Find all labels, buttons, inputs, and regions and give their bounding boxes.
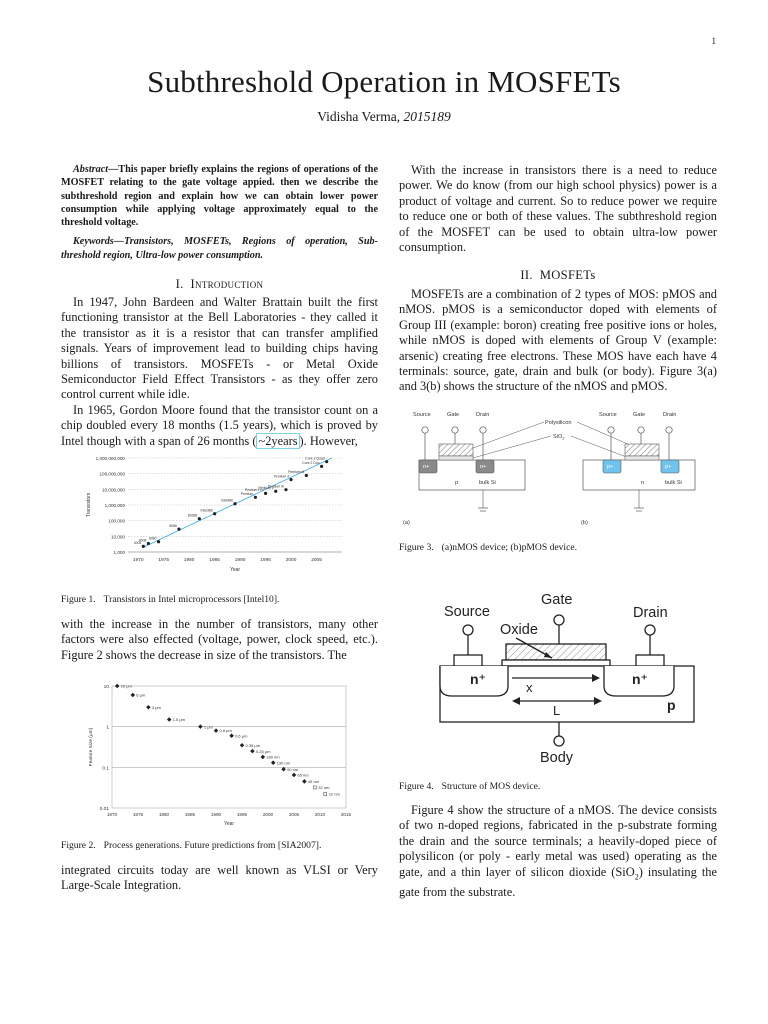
- fig2-point-label: 32 nm: [318, 785, 330, 791]
- fig3b-gate-oxide: [625, 456, 659, 460]
- fig2-y-tick: 0.01: [99, 807, 109, 812]
- fig1-y-tick: 100,000: [108, 518, 125, 524]
- mosfet-paragraph-1: MOSFETs are a combination of 2 types of MOS: pMOS and nMOS. pMOS is a semiconductor doped with elements of Group III (example: boron) creating free positive ions or holes, while nMOS is doped with elements of Group V (example: arsenic) creating free electrons. These MOS have each have 4 terminals: source, gate, drain and bulk (or body). Figure 3(a) and 3(b) shows the structure of the nMOS and pMOS.: [399, 287, 717, 394]
- page-number: 1: [711, 36, 716, 46]
- fig1-y-tick: 1,000,000,000: [95, 456, 125, 461]
- keywords-label: Keywords: [73, 236, 114, 248]
- fig2-data-point: [271, 760, 276, 765]
- figure-4-caption-label: Figure 4.: [399, 781, 434, 792]
- intro-p2-end: ). However,: [299, 433, 358, 448]
- fig4-drain-terminal: [645, 625, 655, 635]
- figure-3-caption-text: (a)nMOS device; (b)pMOS device.: [441, 542, 577, 553]
- fig2-plot-frame: [112, 683, 346, 808]
- fig2-x-tick: 1995: [236, 812, 248, 817]
- fig2-x-label: Year: [223, 821, 235, 827]
- nmos-paragraph: [399, 803, 717, 900]
- figure-2-caption-text: Process generations. Future predictions from [SIA2007].: [103, 840, 322, 851]
- fig3b-label: (b): [581, 520, 588, 526]
- fig1-y-tick: 1,000: [113, 550, 125, 555]
- figure-1-chart: [80, 452, 355, 580]
- fig1-point-label: 80286: [187, 513, 198, 518]
- fig1-x-tick: 1980: [183, 558, 195, 563]
- fig2-x-tick: 1975: [132, 812, 144, 817]
- fig3a-gate-terminal: [452, 427, 458, 433]
- intro-paragraph-1: In 1947, John Bardeen and Walter Brattain built the first functioning transistor at the Bell Laboratories - they called it the transistor as it is a resistor that can transfer amplified signals. Years of improvement lead to building chips having billions of transistors. MOSFETs - or Metal Oxide Semiconductor Field Effect Transistors - as they offer zero control current while idle.: [61, 295, 378, 402]
- fig1-data-point: [320, 465, 323, 468]
- fig4-source-label: Source: [444, 604, 490, 620]
- fig2-point-label: 22 nm: [328, 791, 340, 797]
- fig3a-source-label: Source: [413, 412, 431, 418]
- fig2-point-label: 65 nm: [297, 772, 309, 778]
- figure-3-diagram: [399, 408, 719, 532]
- fig2-data-point: [281, 767, 286, 772]
- fig3a-drain-label: Drain: [476, 412, 490, 418]
- intro-paragraph-3: with the increase in the number of transistors, many other factors were also effected (voltage, power, clock speed, etc.). Figure 2 shows the decrease in size of the transistors. The: [61, 617, 378, 662]
- fig2-point-label: 10 μm: [120, 683, 132, 689]
- fig4-body-label: Body: [540, 750, 574, 766]
- fig1-data-point: [142, 545, 145, 548]
- fig1-point-label: 8086: [169, 523, 177, 528]
- fig4-gate-terminal: [554, 615, 564, 625]
- page-title: Subthreshold Operation in MOSFETs: [147, 64, 621, 99]
- fig3b-n-label: n: [641, 480, 645, 486]
- fig2-data-point: [302, 779, 307, 784]
- fig3b-gate-poly: [625, 444, 659, 456]
- fig1-y-tick: 10,000,000: [102, 487, 125, 493]
- fig4-p-label: p: [667, 697, 676, 713]
- fig2-x-tick: 2010: [314, 812, 326, 817]
- fig1-data-point: [177, 527, 180, 530]
- fig1-x-tick: 2005: [311, 558, 322, 563]
- fig1-data-point: [147, 542, 150, 545]
- fig1-point-label: Pentium III: [267, 484, 284, 489]
- section-numeral: II.: [520, 268, 533, 282]
- fig1-point-label: 4004: [133, 541, 142, 546]
- fig2-data-point: [167, 717, 172, 722]
- citation-link[interactable]: ~2years: [258, 433, 298, 448]
- fig2-data-point: [250, 749, 255, 754]
- abstract-block: [61, 163, 378, 262]
- fig1-data-point: [264, 492, 267, 495]
- fig2-point-label: 1.5 μm: [172, 717, 186, 723]
- fig2-point-label: 45 nm: [307, 779, 320, 785]
- fig1-data-point: [157, 540, 160, 543]
- fig1-point-label: Core 2 Quad: [305, 456, 325, 461]
- fig4-x-label: x: [526, 680, 533, 695]
- fig3a-p-label: p: [455, 480, 459, 486]
- section-heading-introduction: [61, 277, 378, 292]
- intro-paragraph-4: integrated circuits today are well known as VLSI or Very Large-Scale Integration.: [61, 863, 378, 893]
- fig3b-pplus-right: p+: [665, 464, 672, 470]
- fig3b-pplus-left: p+: [607, 464, 614, 470]
- intro-text-end: [61, 863, 378, 894]
- fig2-x-tick: 1980: [158, 812, 170, 817]
- fig2-point-label: 0.8 μm: [219, 728, 232, 734]
- fig2-point-label: 130 nm: [276, 760, 291, 766]
- fig2-point-label: 0.35 μm: [245, 742, 261, 748]
- fig3b-drain-label: Drain: [663, 412, 677, 418]
- fig4-l-label: L: [553, 703, 561, 718]
- fig1-point-label: Pentium 4: [273, 474, 290, 479]
- figure-2-caption-label: Figure 2.: [61, 840, 96, 851]
- abstract-paragraph: [61, 163, 378, 229]
- fig2-point-label: 0.6 μm: [235, 733, 248, 739]
- figure-1-caption-label: Figure 1.: [61, 594, 96, 605]
- fig2-y-tick: 1: [106, 725, 109, 731]
- fig4-body-terminal: [554, 736, 564, 746]
- figure-2-caption: [61, 840, 378, 852]
- figure-1-caption: [61, 594, 378, 606]
- fig1-point-label: Pentium II: [258, 486, 274, 491]
- fig1-data-point: [233, 502, 236, 505]
- fig3b-gate-label: Gate: [633, 412, 646, 418]
- keywords-paragraph: [61, 235, 378, 262]
- figure-4-diagram: [418, 586, 710, 772]
- abstract-label: Abstract: [73, 164, 109, 175]
- fig1-x-tick: 1985: [209, 558, 220, 563]
- fig1-point-label: Intel386: [200, 508, 213, 513]
- fig4-drain-label: Drain: [633, 605, 668, 621]
- fig3a-drain-terminal: [480, 427, 486, 433]
- fig2-x-tick: 2000: [262, 812, 274, 817]
- figure-2-chart: [84, 678, 354, 830]
- fig3a-gate-poly: [439, 444, 473, 456]
- fig2-data-point: [261, 755, 266, 760]
- fig2-data-point: [229, 733, 234, 738]
- nmos-p-end: ) insulating the gate from the substrate.: [399, 864, 717, 899]
- fig1-y-tick: 1,000,000: [104, 503, 125, 508]
- fig3b-gate-terminal: [638, 427, 644, 433]
- fig3-polysilicon-label: Polysilicon: [545, 420, 572, 426]
- fig2-data-point: [292, 773, 297, 778]
- fig1-data-point: [305, 474, 308, 477]
- fig4-source-terminal: [463, 625, 473, 635]
- fig4-nplus-right: n⁺: [632, 671, 648, 687]
- fig1-point-label: Pentium Pro: [244, 488, 264, 493]
- power-paragraph: With the increase in transistors there is a need to reduce power. We do know (from our high school physics) power is a product of voltage and current. So to reduce power we require to reduce one or both of these values. The subthreshold region of the MOSFET can be used to obtain ultra-low power consumption.: [399, 163, 717, 255]
- fig1-point-label: Intel486: [220, 498, 233, 503]
- fig2-data-point: [115, 684, 120, 689]
- fig3a-nplus-left: n+: [423, 464, 430, 470]
- figure-3-caption-label: Figure 3.: [399, 542, 434, 553]
- fig1-data-point: [289, 478, 292, 481]
- fig2-y-tick: 0.1: [102, 766, 109, 772]
- fig2-data-point: [240, 743, 245, 748]
- fig1-point-label: Pentium: [240, 492, 254, 497]
- fig1-point-label: Core 2 Duo: [302, 461, 320, 466]
- fig2-point-label: 90 nm: [287, 766, 299, 772]
- fig2-x-tick: 2015: [340, 812, 352, 817]
- fig2-data-point: [146, 705, 151, 710]
- fig1-point-label: 8080: [149, 536, 157, 541]
- fig2-point-label: 6 μm: [136, 692, 146, 698]
- fig3-sio2-text: SiO: [553, 434, 563, 440]
- figure-1-caption-text: Transistors in Intel microprocessors [Intel10].: [103, 594, 280, 605]
- fig1-x-tick: 1970: [132, 558, 144, 563]
- nmos-description: [399, 803, 717, 900]
- fig1-x-tick: 2000: [285, 558, 297, 563]
- figure-4-caption: [399, 781, 717, 793]
- fig1-point-label: 8008: [138, 538, 147, 543]
- section-title: MOSFETs: [539, 268, 596, 282]
- fig3a-bulk-label: bulk Si: [479, 480, 496, 486]
- fig2-x-tick: 2005: [288, 812, 300, 817]
- keywords-text: —Transistors, MOSFETs, Regions of operation, Sub-threshold region, Ultra-low power consumption.: [61, 236, 378, 261]
- fig1-data-point: [284, 488, 287, 491]
- fig3a-gate-oxide: [439, 456, 473, 460]
- fig1-data-point: [325, 460, 328, 463]
- fig2-future-point: [313, 786, 316, 789]
- fig2-x-tick: 1985: [184, 812, 196, 817]
- fig4-oxide-label: Oxide: [500, 622, 538, 638]
- fig2-x-tick: 1990: [210, 812, 222, 817]
- fig3a-nplus-right: n+: [480, 464, 487, 470]
- fig2-point-label: 0.25 μm: [255, 748, 271, 754]
- fig2-point-label: 1 μm: [203, 724, 213, 730]
- fig4-gate-oxide: [502, 660, 610, 666]
- fig4-gate-label: Gate: [541, 592, 573, 608]
- fig1-x-tick: 1990: [234, 558, 246, 563]
- intro-p2-start: In 1965, Gordon Moore found that the transistor count on a chip doubled every 18 months (1.5 years), which is proved by Intel though with a span of 26 months (: [61, 402, 378, 448]
- fig3a-source-terminal: [422, 427, 428, 433]
- fig3a-label: (a): [403, 520, 410, 526]
- intro-text: [61, 295, 378, 449]
- fig1-data-point: [274, 490, 277, 493]
- fig2-future-point: [324, 793, 327, 796]
- fig2-data-point: [214, 728, 219, 733]
- mosfet-text: [399, 287, 717, 395]
- fig4-gate-poly: [506, 644, 606, 660]
- fig1-x-tick: 1995: [260, 558, 271, 563]
- fig1-y-tick: 10,000: [110, 534, 125, 540]
- fig2-point-label: 3 μm: [151, 704, 161, 710]
- figure-4-caption-text: Structure of MOS device.: [441, 781, 541, 792]
- section-numeral: I.: [175, 277, 184, 291]
- fig2-x-tick: 1970: [106, 812, 118, 817]
- fig1-x-label: Year: [229, 567, 241, 573]
- fig3b-source-terminal: [608, 427, 614, 433]
- fig1-y-tick: 100,000,000: [99, 471, 125, 477]
- nmos-p-subscript: 2: [634, 872, 639, 882]
- abstract-text: —This paper briefly explains the regions of operations of the MOSFET relating to the gate voltage appied. then we describe the subthreshold region and explain how we can obtain lower power consumption while applying voltage approximately equal to the threshold voltage.: [61, 164, 378, 229]
- fig3-sio2-label: SiO$_2$: [553, 434, 565, 441]
- fig1-point-label: Pentium M: [288, 470, 305, 475]
- nmos-p-start: Figure 4 show the structure of a nMOS. The device consists of two n-doped regions, fabricated in the p-substrate forming the drain and the source terminals; a heavily-doped piece of polysilicon (or poly - early metal was used) operating as the gate, and a thin layer of silicon dioxide (SiO: [399, 803, 717, 879]
- mosfet-intro-text: [399, 163, 717, 255]
- fig3a-gate-label: Gate: [447, 412, 460, 418]
- fig4-drain-contact: [636, 655, 664, 667]
- fig2-point-label: 180 nm: [266, 754, 280, 760]
- author-name: Vidisha Verma,: [317, 109, 401, 124]
- section-title: Introduction: [190, 277, 264, 291]
- figure-3-caption: [399, 542, 717, 554]
- fig1-data-point: [254, 496, 257, 499]
- author-id: 2015189: [403, 109, 451, 124]
- fig2-y-label: Feature Size (μm): [89, 727, 94, 767]
- fig1-y-label: Transistors: [86, 492, 92, 518]
- fig3b-source-label: Source: [599, 412, 617, 418]
- intro-paragraph-2: [61, 403, 378, 449]
- fig3b-drain-terminal: [666, 427, 672, 433]
- section-heading-mosfets: [399, 268, 717, 283]
- fig3b-bulk-label: bulk Si: [665, 480, 682, 486]
- intro-text-continued: [61, 617, 378, 663]
- fig2-data-point: [198, 724, 203, 729]
- fig4-source-contact: [454, 655, 482, 667]
- author-line: [0, 109, 768, 125]
- fig1-x-tick: 1975: [158, 558, 170, 563]
- fig1-data-point: [198, 517, 201, 520]
- fig4-nplus-left: n⁺: [470, 671, 486, 687]
- fig2-data-point: [131, 693, 136, 698]
- fig2-y-tick: 10: [103, 685, 109, 690]
- fig1-data-point: [213, 512, 216, 515]
